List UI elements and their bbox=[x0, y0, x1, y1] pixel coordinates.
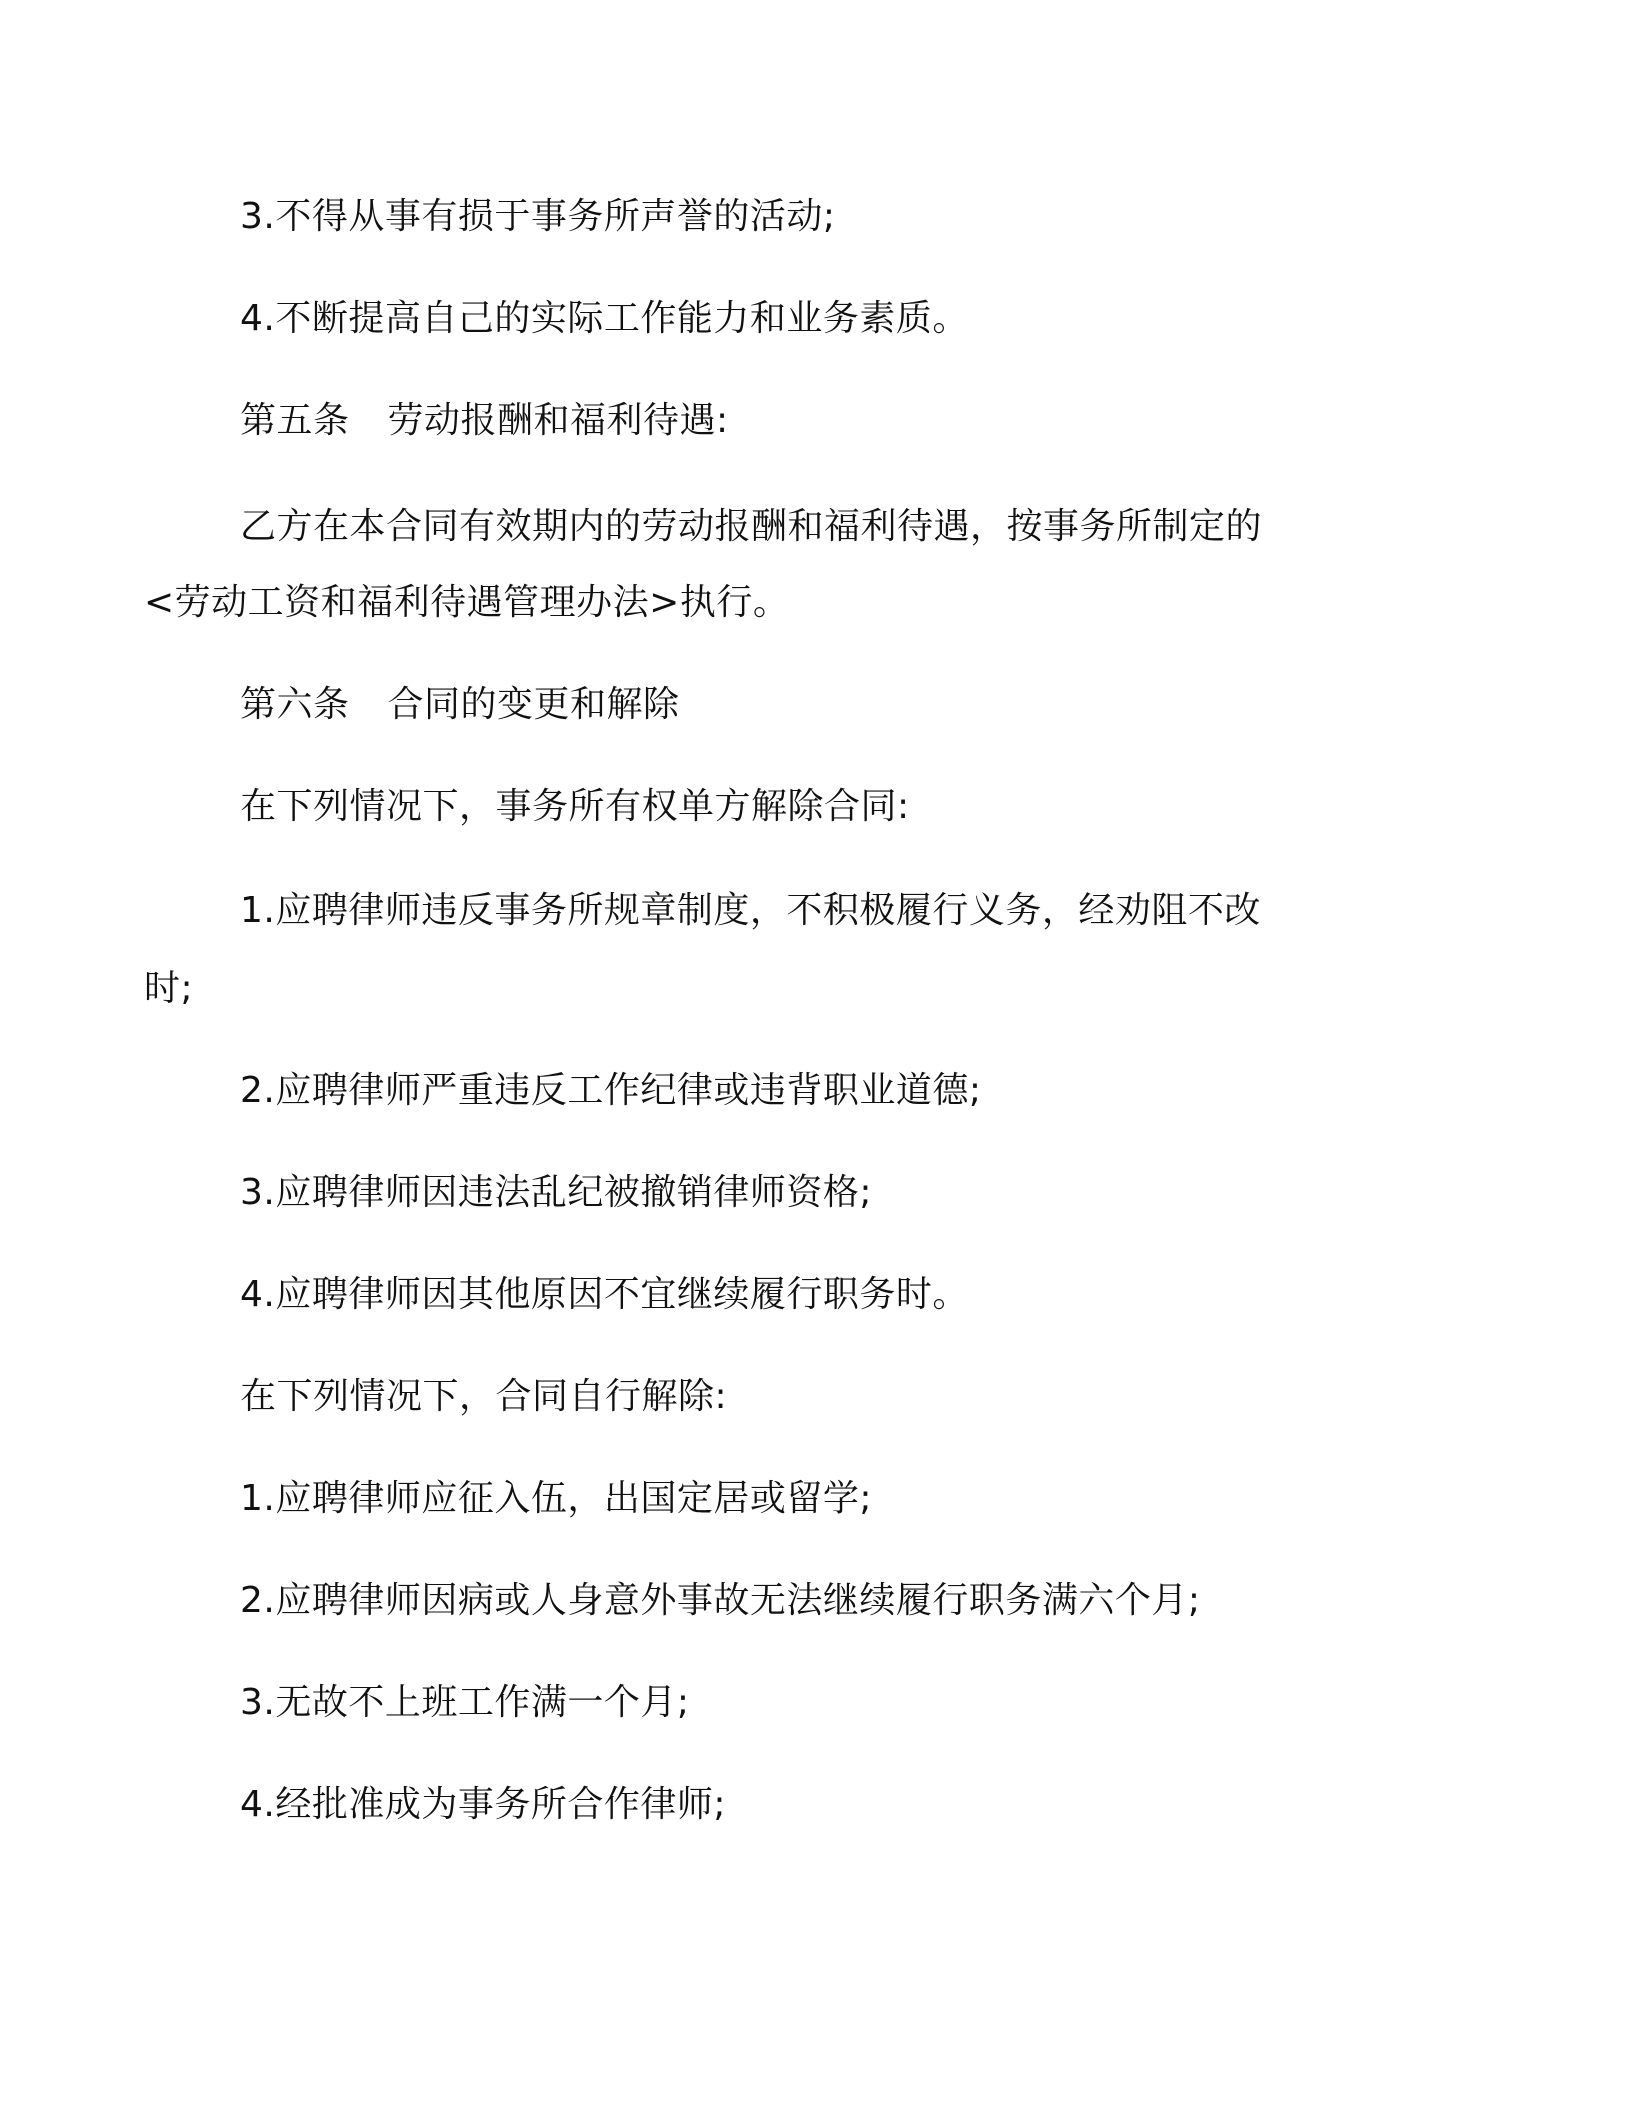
paragraph-line: 4.不断提高自己的实际工作能力和业务素质。 bbox=[240, 298, 969, 339]
termination-item-1 bbox=[144, 872, 1380, 1028]
automatic-item-4 bbox=[240, 1766, 1380, 1844]
termination-item-2 bbox=[240, 1052, 1380, 1130]
paragraph-line: 在下列情况下，事务所有权单方解除合同: bbox=[240, 786, 910, 827]
automatic-item-2 bbox=[240, 1562, 1380, 1640]
article-6-heading bbox=[240, 666, 1380, 744]
termination-item-4 bbox=[240, 1256, 1380, 1334]
paragraph-line: 3.应聘律师因违法乱纪被撤销律师资格; bbox=[240, 1172, 872, 1213]
paragraph-line: 3.无故不上班工作满一个月; bbox=[240, 1682, 690, 1723]
paragraph-line: 2.应聘律师严重违反工作纪律或违背职业道德; bbox=[240, 1070, 982, 1111]
automatic-termination-intro bbox=[240, 1358, 1380, 1436]
compensation-paragraph bbox=[144, 488, 1380, 642]
article-title: 劳动报酬和福利待遇: bbox=[387, 400, 729, 441]
termination-item-3 bbox=[240, 1154, 1380, 1232]
paragraph-line: 4.经批准成为事务所合作律师; bbox=[240, 1784, 726, 1825]
automatic-item-1 bbox=[240, 1460, 1380, 1538]
article-number: 第五条 bbox=[240, 400, 350, 441]
automatic-item-3 bbox=[240, 1664, 1380, 1742]
paragraph-line: 1.应聘律师违反事务所规章制度，不积极履行义务，经劝阻不改 bbox=[240, 890, 1261, 931]
unilateral-termination-intro bbox=[240, 768, 1380, 846]
paragraph-line: 4.应聘律师因其他原因不宜继续履行职务时。 bbox=[240, 1274, 969, 1315]
article-title: 合同的变更和解除 bbox=[387, 684, 680, 725]
paragraph-line: 时; bbox=[144, 968, 194, 1009]
paragraph-line: 2.应聘律师因病或人身意外事故无法继续履行职务满六个月; bbox=[240, 1580, 1201, 1621]
clause-item-4-improve-ability bbox=[240, 280, 1380, 358]
paragraph-line: 在下列情况下，合同自行解除: bbox=[240, 1376, 728, 1417]
paragraph-line: 乙方在本合同有效期内的劳动报酬和福利待遇，按事务所制定的 bbox=[240, 506, 1263, 547]
article-5-heading bbox=[240, 382, 1380, 460]
paragraph-line: <劳动工资和福利待遇管理办法>执行。 bbox=[144, 582, 790, 623]
article-number: 第六条 bbox=[240, 684, 350, 725]
paragraph-line: 1.应聘律师应征入伍，出国定居或留学; bbox=[240, 1478, 872, 1519]
paragraph-line: 3.不得从事有损于事务所声誉的活动; bbox=[240, 196, 836, 237]
clause-item-3-no-harm-reputation bbox=[240, 178, 1380, 256]
